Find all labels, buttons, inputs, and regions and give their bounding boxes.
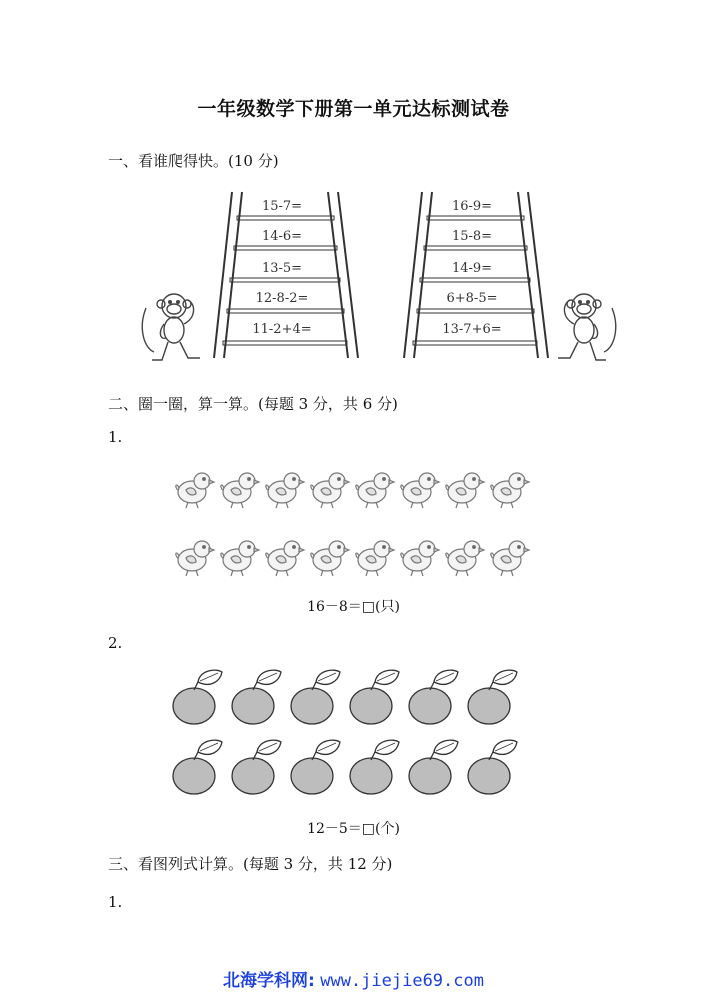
section-3-q1-number: 1.: [108, 893, 123, 911]
left-rung-2: 14-6=: [261, 229, 303, 244]
chick-icon: [217, 534, 259, 578]
section-2-heading: 二、圈一圈，算一算。(每题 3 分，共 6 分): [108, 395, 398, 413]
apple-icon: [229, 668, 287, 728]
right-rung-4: 6+8-5=: [446, 291, 498, 306]
apple-group: [170, 668, 535, 802]
left-rung-3: 13-5=: [261, 261, 303, 276]
section-2-q1-equation: 16－8＝□(只): [307, 599, 400, 615]
chick-group: [172, 466, 537, 584]
chick-icon: [442, 534, 484, 578]
left-rung-5: 11-2+4=: [252, 322, 312, 337]
apple-icon: [170, 668, 228, 728]
apple-icon: [170, 738, 228, 798]
apple-icon: [288, 668, 346, 728]
apple-icon: [406, 738, 464, 798]
chick-icon: [487, 466, 529, 510]
apple-icon: [229, 738, 287, 798]
section-1-heading: 一、看谁爬得快。(10 分): [108, 152, 279, 170]
apple-icon: [465, 738, 523, 798]
apple-icon: [347, 738, 405, 798]
section-2-q1-number: 1.: [108, 428, 123, 446]
left-ladder: [210, 190, 370, 365]
chick-icon: [397, 466, 439, 510]
footer-site: 北海学科网:: [223, 971, 315, 991]
chick-icon: [352, 534, 394, 578]
section-2-q2-equation: 12－5＝□(个): [307, 821, 400, 837]
section-2-q2-number: 2.: [108, 634, 123, 652]
chick-icon: [262, 534, 304, 578]
right-rung-1: 16-9=: [451, 199, 493, 214]
apple-icon: [347, 668, 405, 728]
section-3-heading: 三、看图列式计算。(每题 3 分，共 12 分): [108, 855, 393, 873]
left-rung-1: 15-7=: [261, 199, 303, 214]
chick-icon: [172, 466, 214, 510]
footer-url[interactable]: www.jiejie69.com: [320, 971, 484, 991]
chick-icon: [307, 466, 349, 510]
apple-icon: [288, 738, 346, 798]
apple-icon: [406, 668, 464, 728]
chick-icon: [487, 534, 529, 578]
chick-icon: [307, 534, 349, 578]
left-rung-4: 12-8-2=: [255, 291, 309, 306]
chick-icon: [172, 534, 214, 578]
right-rung-2: 15-8=: [451, 229, 493, 244]
apple-icon: [465, 668, 523, 728]
right-rung-3: 14-9=: [451, 261, 493, 276]
monkey-right-icon: [548, 288, 620, 364]
chick-icon: [442, 466, 484, 510]
right-rung-5: 13-7+6=: [442, 322, 502, 337]
footer: [0, 966, 707, 991]
page-title: 一年级数学下册第一单元达标测试卷: [197, 98, 510, 120]
monkey-left-icon: [138, 288, 210, 364]
chick-icon: [352, 466, 394, 510]
chick-icon: [262, 466, 304, 510]
chick-icon: [217, 466, 259, 510]
right-ladder: [400, 190, 560, 365]
chick-icon: [397, 534, 439, 578]
